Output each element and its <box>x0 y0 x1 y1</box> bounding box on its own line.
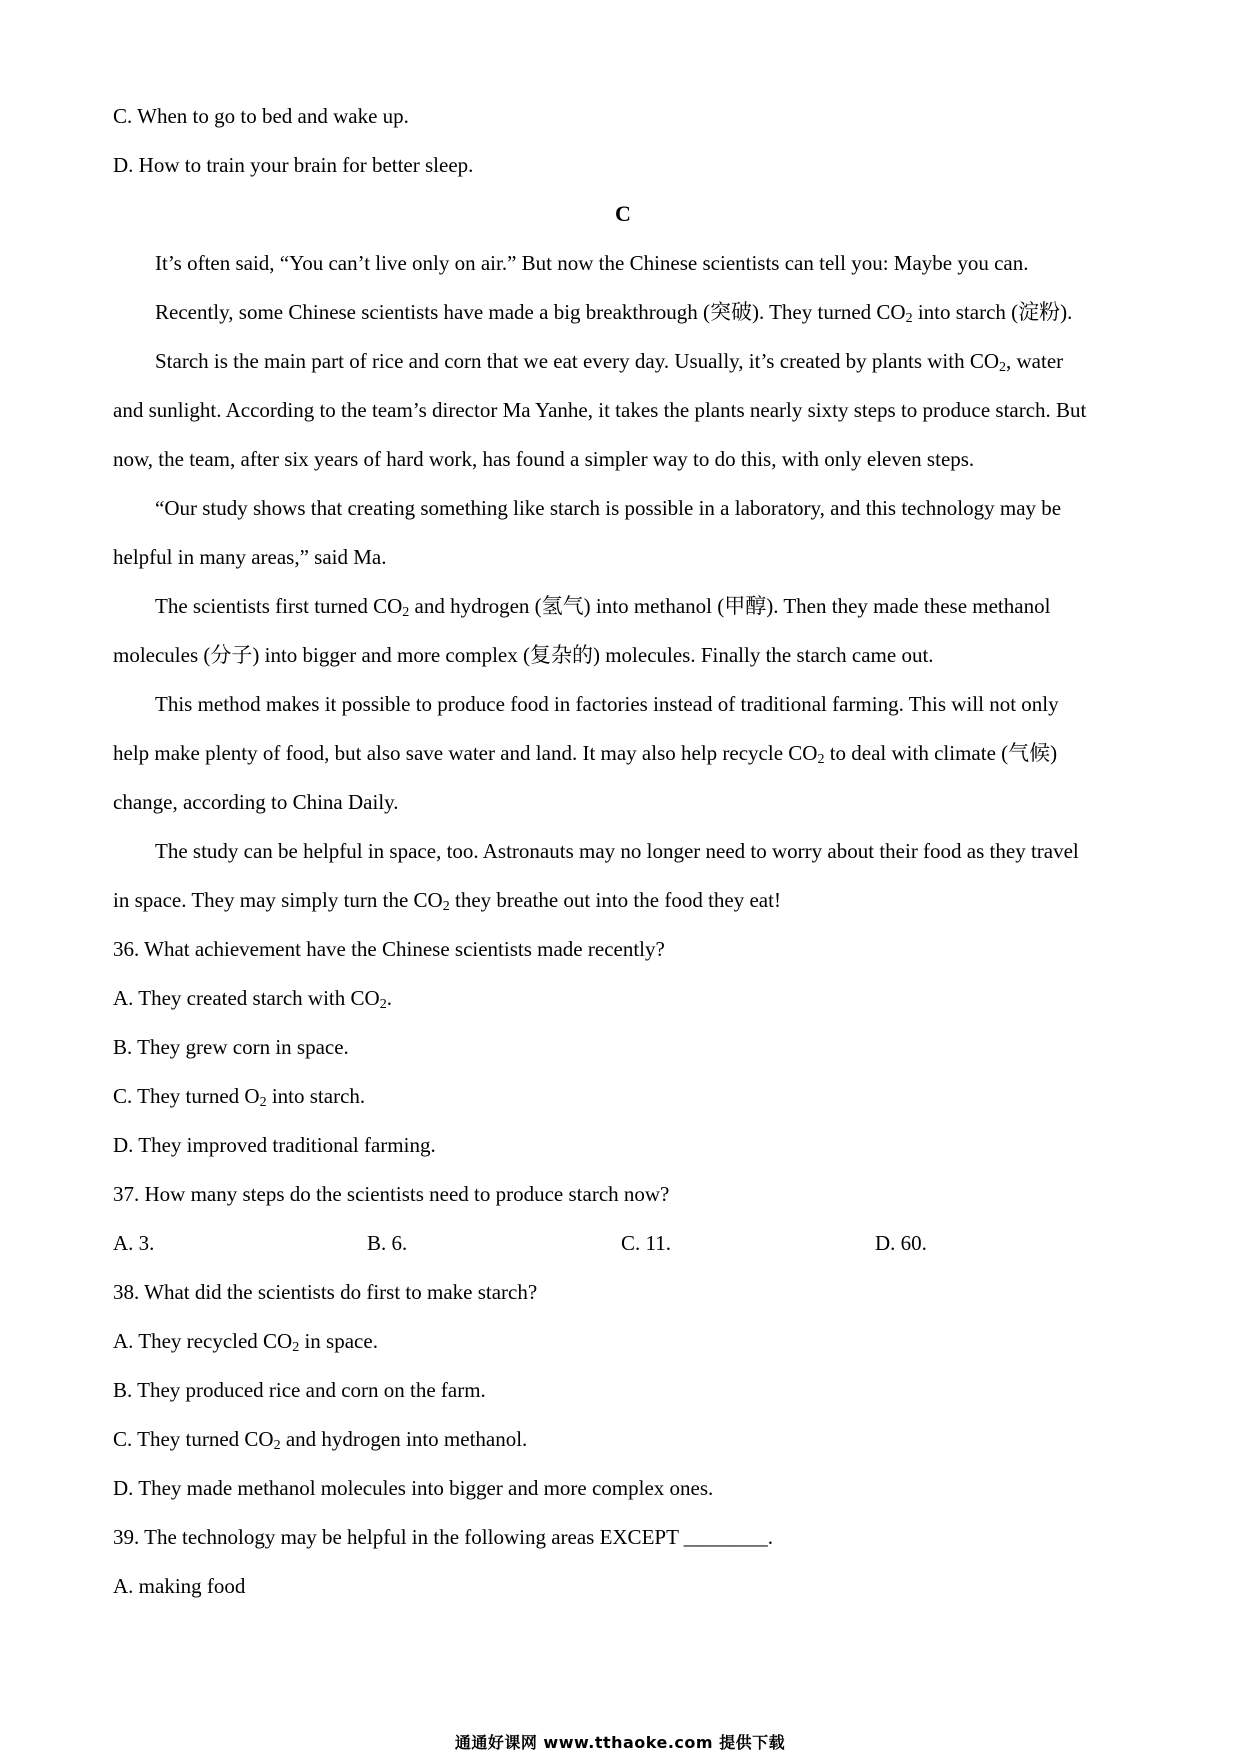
question-38-option-a: A. They recycled $CO_2$ in space. <box>113 1329 378 1355</box>
section-heading: C <box>615 201 631 226</box>
question-36-option-b: B. They grew corn in space. <box>113 1035 349 1059</box>
passage-paragraph-7-line-2: in space. They may simply turn the $CO_2$ they breathe out into the food they eat! <box>113 888 781 914</box>
question-39-option-a: A. making food <box>113 1574 246 1598</box>
passage-paragraph-7-line-1: The study can be helpful in space, too. Astronauts may no longer need to worry about their food as they travel <box>155 839 1079 863</box>
question-38-option-b: B. They produced rice and corn on the farm. <box>113 1378 486 1402</box>
passage-paragraph-1: It’s often said, “You can’t live only on air.” But now the Chinese scientists can tell you: Maybe you can. <box>155 251 1029 275</box>
passage-paragraph-5-line-1: The scientists first turned $CO_2$ and hydrogen (氢气) into methanol (甲醇). Then they made these methanol <box>155 594 1051 620</box>
document-page <box>113 102 1133 1621</box>
passage-paragraph-4-line-1: “Our study shows that creating something like starch is possible in a laboratory, and this technology may be <box>155 496 1062 520</box>
passage-paragraph-3-line-2: and sunlight. According to the team’s director Ma Yanhe, it takes the plants nearly sixty steps to produce starch. But <box>113 398 1087 422</box>
question-37-option-a: A. 3. <box>113 1231 155 1255</box>
option-d-previous: D. How to train your brain for better sleep. <box>113 153 474 177</box>
passage-paragraph-3-line-1: Starch is the main part of rice and corn that we eat every day. Usually, it’s created by plants with $CO_2$, water <box>155 349 1064 375</box>
passage-paragraph-5-line-2: molecules (分子) into bigger and more complex (复杂的) molecules. Finally the starch came out. <box>113 643 934 667</box>
question-36-option-c: C. They turned $O_2$ into starch. <box>113 1084 366 1110</box>
question-36-stem: 36. What achievement have the Chinese scientists made recently? <box>113 937 665 961</box>
passage-paragraph-6-line-1: This method makes it possible to produce food in factories instead of traditional farming. This will not only <box>155 692 1059 716</box>
option-c-previous: C. When to go to bed and wake up. <box>113 104 409 128</box>
question-36-option-a: A. They created starch with $CO_2$. <box>113 986 392 1012</box>
passage-paragraph-2: Recently, some Chinese scientists have made a big breakthrough (突破). They turned $CO_2$ into starch (淀粉). <box>155 300 1073 326</box>
passage-paragraph-6-line-3: change, according to China Daily. <box>113 790 399 814</box>
question-37-options <box>113 1229 1133 1278</box>
question-37-option-b: B. 6. <box>367 1231 408 1255</box>
passage-paragraph-6-line-2: help make plenty of food, but also save water and land. It may also help recycle $CO_2$ to deal with climate (气候) <box>113 741 1058 767</box>
passage-paragraph-4-line-2: helpful in many areas,” said Ma. <box>113 545 387 569</box>
question-38-stem: 38. What did the scientists do first to make starch? <box>113 1280 538 1304</box>
question-38-option-c: C. They turned $CO_2$ and hydrogen into methanol. <box>113 1427 528 1453</box>
question-38-option-d: D. They made methanol molecules into bigger and more complex ones. <box>113 1476 714 1500</box>
question-36-option-d: D. They improved traditional farming. <box>113 1133 436 1157</box>
page-footer: 通通好课网 www.tthaoke.com 提供下载 <box>454 1733 786 1752</box>
question-39-stem: 39. The technology may be helpful in the following areas EXCEPT ________. <box>113 1525 774 1549</box>
question-37-option-c: C. 11. <box>621 1231 671 1255</box>
question-37-stem: 37. How many steps do the scientists need to produce starch now? <box>113 1182 670 1206</box>
passage-paragraph-3-line-3: now, the team, after six years of hard work, has found a simpler way to do this, with only eleven steps. <box>113 447 975 471</box>
question-37-option-d: D. 60. <box>875 1231 927 1255</box>
